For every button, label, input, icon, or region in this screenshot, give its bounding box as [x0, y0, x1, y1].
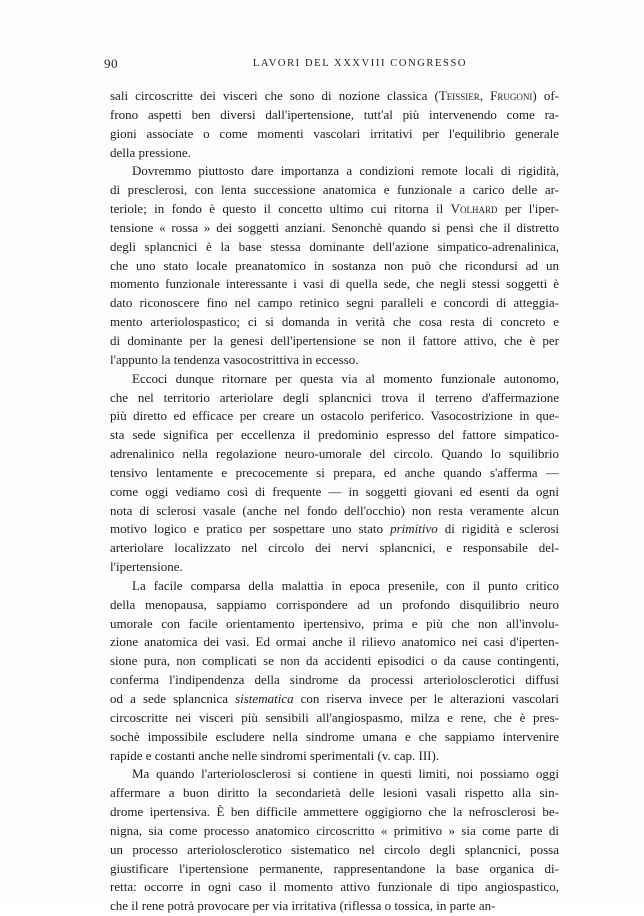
text-line: affermare a buon diritto la secondarietà delle lesioni vasali rispetto alla sin-	[110, 785, 559, 801]
paragraph	[110, 370, 559, 577]
text-line: nigna, sia come processo anatomico circoscritto « primitivo » sia come parte di	[110, 822, 559, 838]
text-line: degli splancnici è la base stessa dominante dell'azione simpatico-adrenalinica,	[110, 238, 559, 254]
page-number: 90	[104, 56, 118, 71]
text-line: che nel territorio arteriolare degli splancnici trova il terreno d'affermazione	[110, 389, 559, 405]
paragraph	[110, 765, 559, 916]
text-line: che uno stato locale preanatomico in sostanza non può che ricondursi ad un	[110, 257, 559, 273]
text-line: della pressione.	[110, 144, 191, 160]
text-line: frono aspetti ben diversi dall'ipertensione, tutt'al più intervenendo come ra-	[110, 106, 559, 122]
text-line: gioni associate o come momenti vascolari irritativi per l'equilibrio generale	[110, 125, 559, 141]
text-line: od a sede splancnica sistematica con riserva invece per le alterazioni vascolari	[110, 691, 559, 706]
text-line: La facile comparsa della malattia in epoca presenile, con il punto critico	[132, 577, 559, 593]
text-line: sione pura, non complicati se non da accidenti episodici o da cause contingenti,	[110, 653, 559, 669]
text-line: che il rene potrà provocare per via irritativa (riflessa o tossica, in parte an-	[110, 898, 496, 914]
text-line: della menopausa, sappiamo corrispondere ad un profondo disquilibrio neuro	[110, 596, 559, 612]
text-line: umorale con facile orientamento ipertensivo, prima e più che non all'involu-	[110, 615, 559, 631]
text-line: teriole; in fondo è questo il concetto ultimo cui ritorna il Volhard per l'iper-	[110, 201, 559, 217]
text-line: sta sede significa per eccellenza il predominio espresso del fattore simpatico-	[110, 427, 559, 443]
body-text	[110, 87, 559, 916]
text-line: rapide e costanti anche nelle sindromi sperimentali (v. cap. III).	[110, 747, 440, 763]
text-line: giustificare l'ipertensione permanente, rappresentandone la base organica di-	[110, 860, 559, 876]
text-line: l'appunto la tendenza vasocostrittiva in eccesso.	[110, 351, 359, 367]
paragraph	[110, 162, 559, 369]
text-line: Dovremmo piuttosto dare importanza a condizioni remote locali di rigidità,	[132, 163, 559, 179]
text-line: mento arteriolospastico; ci si domanda in verità che cosa resta di concreto e	[110, 314, 559, 330]
text-line: di dominante per la genesi dell'ipertensione se non il fattore attivo, che è per	[110, 332, 559, 348]
text-line: arteriolare localizzato nel circolo dei nervi splancnici, e responsabile del-	[110, 540, 559, 556]
text-line: momento funzionale interessante i vasi di quella sede, che negli stessi soggetti è	[110, 276, 559, 292]
text-line: di presclerosi, con lenta successione anatomica e funzionale a carico delle ar-	[110, 182, 559, 198]
text-line: circoscritte nei visceri più sensibili all'angiospasmo, milza e rene, che è pres-	[110, 709, 559, 725]
text-line: retta: occorre in ogni caso il momento attivo funzionale di tipo angiospastico,	[110, 879, 559, 895]
text-line: nota di sclerosi vasale (anche nel fondo dell'occhio) non resta veramente alcun	[110, 502, 559, 518]
text-line: tensione « rossa » dei soggetti anziani. Senonchè quando si pensi che il distretto	[110, 219, 559, 235]
text-line: come oggi vediamo così di frequente — in soggetti giovani ed esenti da ogni	[110, 483, 559, 499]
text-line: più diretto ed efficace per creare un ostacolo periferico. Vasocostrizione in que-	[110, 408, 559, 424]
text-line: zione anatomica dei vasi. Ed ormai anche il rilievo anatomico nei casi d'iperten-	[110, 634, 559, 650]
text-line: tensivo lentamente e precocemente si prepara, ed anche quando s'afferma —	[110, 464, 559, 480]
text-line: conferma l'indipendenza della sindrome da processi arteriolosclerotici diffusi	[110, 672, 559, 688]
text-line: Eccoci dunque ritornare per questa via al momento funzionale autonomo,	[132, 370, 559, 386]
text-line: sali circoscritte dei visceri che sono di nozione classica (Teissier, Frugoni) of-	[110, 88, 559, 103]
paragraph	[110, 87, 559, 162]
running-title: LAVORI DEL XXXVIII CONGRESSO	[252, 58, 468, 69]
text-line: motivo logico e pratico per sospettare uno stato primitivo di rigidità e sclerosi	[110, 521, 559, 537]
text-line: adrenalinico nella regolazione neuro-umorale del circolo. Quando lo squilibrio	[110, 446, 559, 462]
text-line: drome ipertensiva. È ben difficile ammettere oggigiorno che la nefrosclerosi be-	[110, 804, 559, 820]
text-line: sochè impossibile escludere nella sindrome umana e che sappiamo intervenire	[110, 728, 559, 744]
text-line: dato riconoscere fino nel campo retinico segni paralleli e concordi di atteggia-	[110, 295, 559, 311]
text-line: Ma quando l'arteriolosclerosi si contiene in questi limiti, noi possiamo oggi	[132, 766, 559, 782]
text-line: un processo arteriolosclerotico sistematico nel circolo degli splancnici, possa	[110, 841, 559, 857]
text-line: l'ipertensione.	[110, 559, 183, 575]
paragraph	[110, 577, 559, 765]
